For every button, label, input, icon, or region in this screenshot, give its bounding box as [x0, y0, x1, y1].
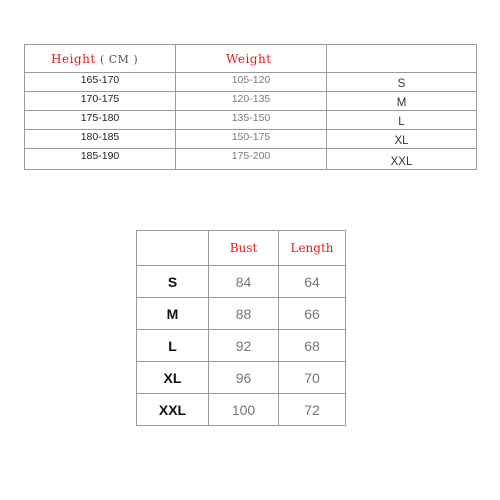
- weight-range-cell: 120-135: [176, 92, 327, 111]
- size-cell: L: [327, 111, 477, 130]
- bust-value-cell: 96: [209, 362, 279, 394]
- weight-header: Weight: [176, 45, 327, 73]
- weight-range-cell: 135-150: [176, 111, 327, 130]
- table-row: [25, 130, 477, 149]
- size-label-cell: S: [137, 266, 209, 298]
- weight-range-cell: 105-120: [176, 73, 327, 92]
- length-value-cell: 64: [279, 266, 346, 298]
- table-row: [25, 73, 477, 92]
- length-header: Length: [279, 231, 346, 266]
- size-label-cell: L: [137, 330, 209, 362]
- length-value-cell: 68: [279, 330, 346, 362]
- table-row: [25, 149, 477, 170]
- weight-range-cell: 175-200: [176, 149, 327, 170]
- height-range-cell: 165-170: [25, 73, 176, 92]
- bust-value-cell: 88: [209, 298, 279, 330]
- height-header-label: Height: [51, 51, 96, 66]
- bust-value-cell: 84: [209, 266, 279, 298]
- garment-measurement-table: [136, 230, 346, 426]
- height-weight-size-table: [24, 44, 477, 170]
- bust-value-cell: 100: [209, 394, 279, 426]
- height-range-cell: 175-180: [25, 111, 176, 130]
- length-value-cell: 72: [279, 394, 346, 426]
- table-header-row: [137, 231, 346, 266]
- bust-header: Bust: [209, 231, 279, 266]
- length-value-cell: 66: [279, 298, 346, 330]
- table-row: [137, 362, 346, 394]
- table-header-row: [25, 45, 477, 73]
- size-header: [327, 45, 477, 73]
- size-cell: XL: [327, 130, 477, 149]
- bust-value-cell: 92: [209, 330, 279, 362]
- height-range-cell: 180-185: [25, 130, 176, 149]
- size-cell: M: [327, 92, 477, 111]
- size-cell: S: [327, 73, 477, 92]
- height-range-cell: 170-175: [25, 92, 176, 111]
- size-header: [137, 231, 209, 266]
- height-range-cell: 185-190: [25, 149, 176, 170]
- table-row: [137, 298, 346, 330]
- table-row: [137, 394, 346, 426]
- table-row: [137, 330, 346, 362]
- size-label-cell: XXL: [137, 394, 209, 426]
- length-value-cell: 70: [279, 362, 346, 394]
- table-row: [25, 111, 477, 130]
- size-label-cell: M: [137, 298, 209, 330]
- height-unit-label: ( CM ): [99, 52, 139, 66]
- table-row: [25, 92, 477, 111]
- size-cell: XXL: [327, 149, 477, 170]
- table-row: [137, 266, 346, 298]
- height-header: [25, 45, 176, 73]
- weight-range-cell: 150-175: [176, 130, 327, 149]
- size-label-cell: XL: [137, 362, 209, 394]
